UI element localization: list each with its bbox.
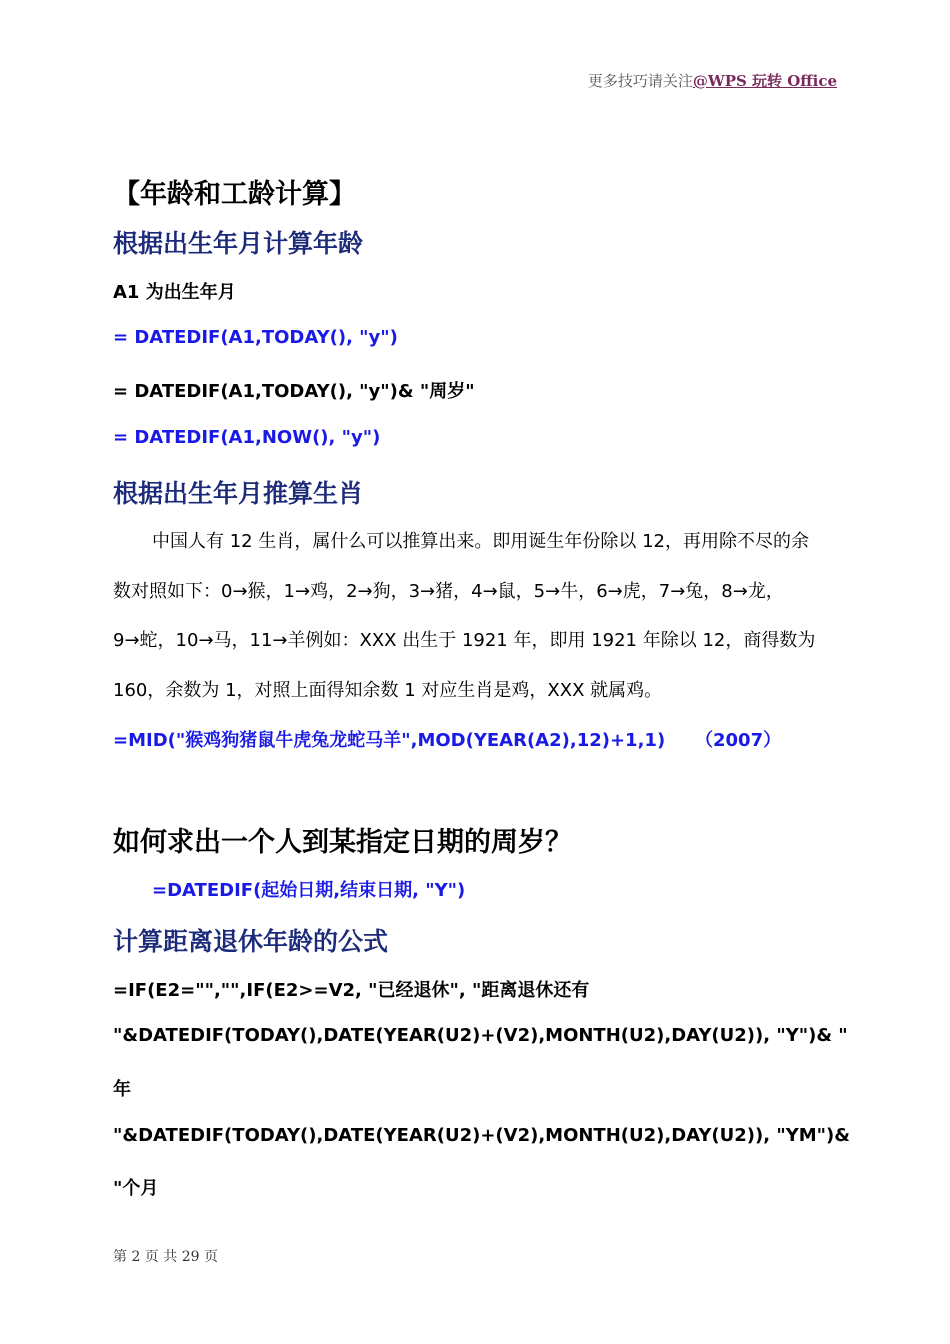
zodiac-formula: =MID("猴鸡狗猪鼠牛虎兔龙蛇马羊",MOD(YEAR(A2),12)+1,1) [113,730,666,751]
retirement-formula-line-4: "&DATEDIF(TODAY(),DATE(YEAR(U2)+(V2),MONTH(U2),DAY(U2)), "YM")& [113,1125,850,1146]
zodiac-paragraph-line-4: 160，余数为 1，对照上面得知余数 1 对应生肖是鸡，XXX 就属鸡。 [113,680,663,701]
zodiac-paragraph-line-3: 9→蛇，10→马，11→羊例如：XXX 出生于 1921 年，即用 1921 年除以 12，商得数为 [113,630,816,651]
full-age-formula: =DATEDIF(起始日期,结束日期, "Y") [152,880,466,901]
header-link[interactable]: @WPS 玩转 Office [692,72,837,90]
zodiac-result: （2007） [695,730,782,751]
header-prefix: 更多技巧请关注 [587,72,693,90]
age-formula-2: = DATEDIF(A1,TODAY(), "y")& "周岁" [113,381,475,402]
zodiac-paragraph-line-2: 数对照如下：0→猴，1→鸡，2→狗，3→猪，4→鼠，5→牛，6→虎，7→兔，8→龙， [113,581,784,602]
retirement-formula-line-3: 年 [113,1079,131,1100]
page-footer: 第 2 页 共 29 页 [113,1249,218,1265]
zodiac-paragraph-line-1: 中国人有 12 生肖，属什么可以推算出来。即用诞生年份除以 12，再用除不尽的余 [152,531,809,552]
page-title: 【年龄和工龄计算】 [113,179,356,210]
age-formula-3: = DATEDIF(A1,NOW(), "y") [113,427,381,448]
page-header [588,70,837,91]
section-heading-retirement: 计算距离退休年龄的公式 [113,927,389,956]
section-heading-age: 根据出生年月计算年龄 [113,229,364,258]
retirement-formula-line-1: =IF(E2="","",IF(E2>=V2, "已经退休", "距离退休还有 [113,980,590,1001]
section-heading-full-age: 如何求出一个人到某指定日期的周岁？ [113,827,572,858]
age-formula-1: = DATEDIF(A1,TODAY(), "y") [113,327,398,348]
retirement-formula-line-2: "&DATEDIF(TODAY(),DATE(YEAR(U2)+(V2),MONTH(U2),DAY(U2)), "Y")& " [113,1025,848,1046]
age-note: A1 为出生年月 [113,282,236,303]
section-heading-zodiac: 根据出生年月推算生肖 [113,479,364,508]
retirement-formula-line-5: "个月 [113,1178,159,1199]
